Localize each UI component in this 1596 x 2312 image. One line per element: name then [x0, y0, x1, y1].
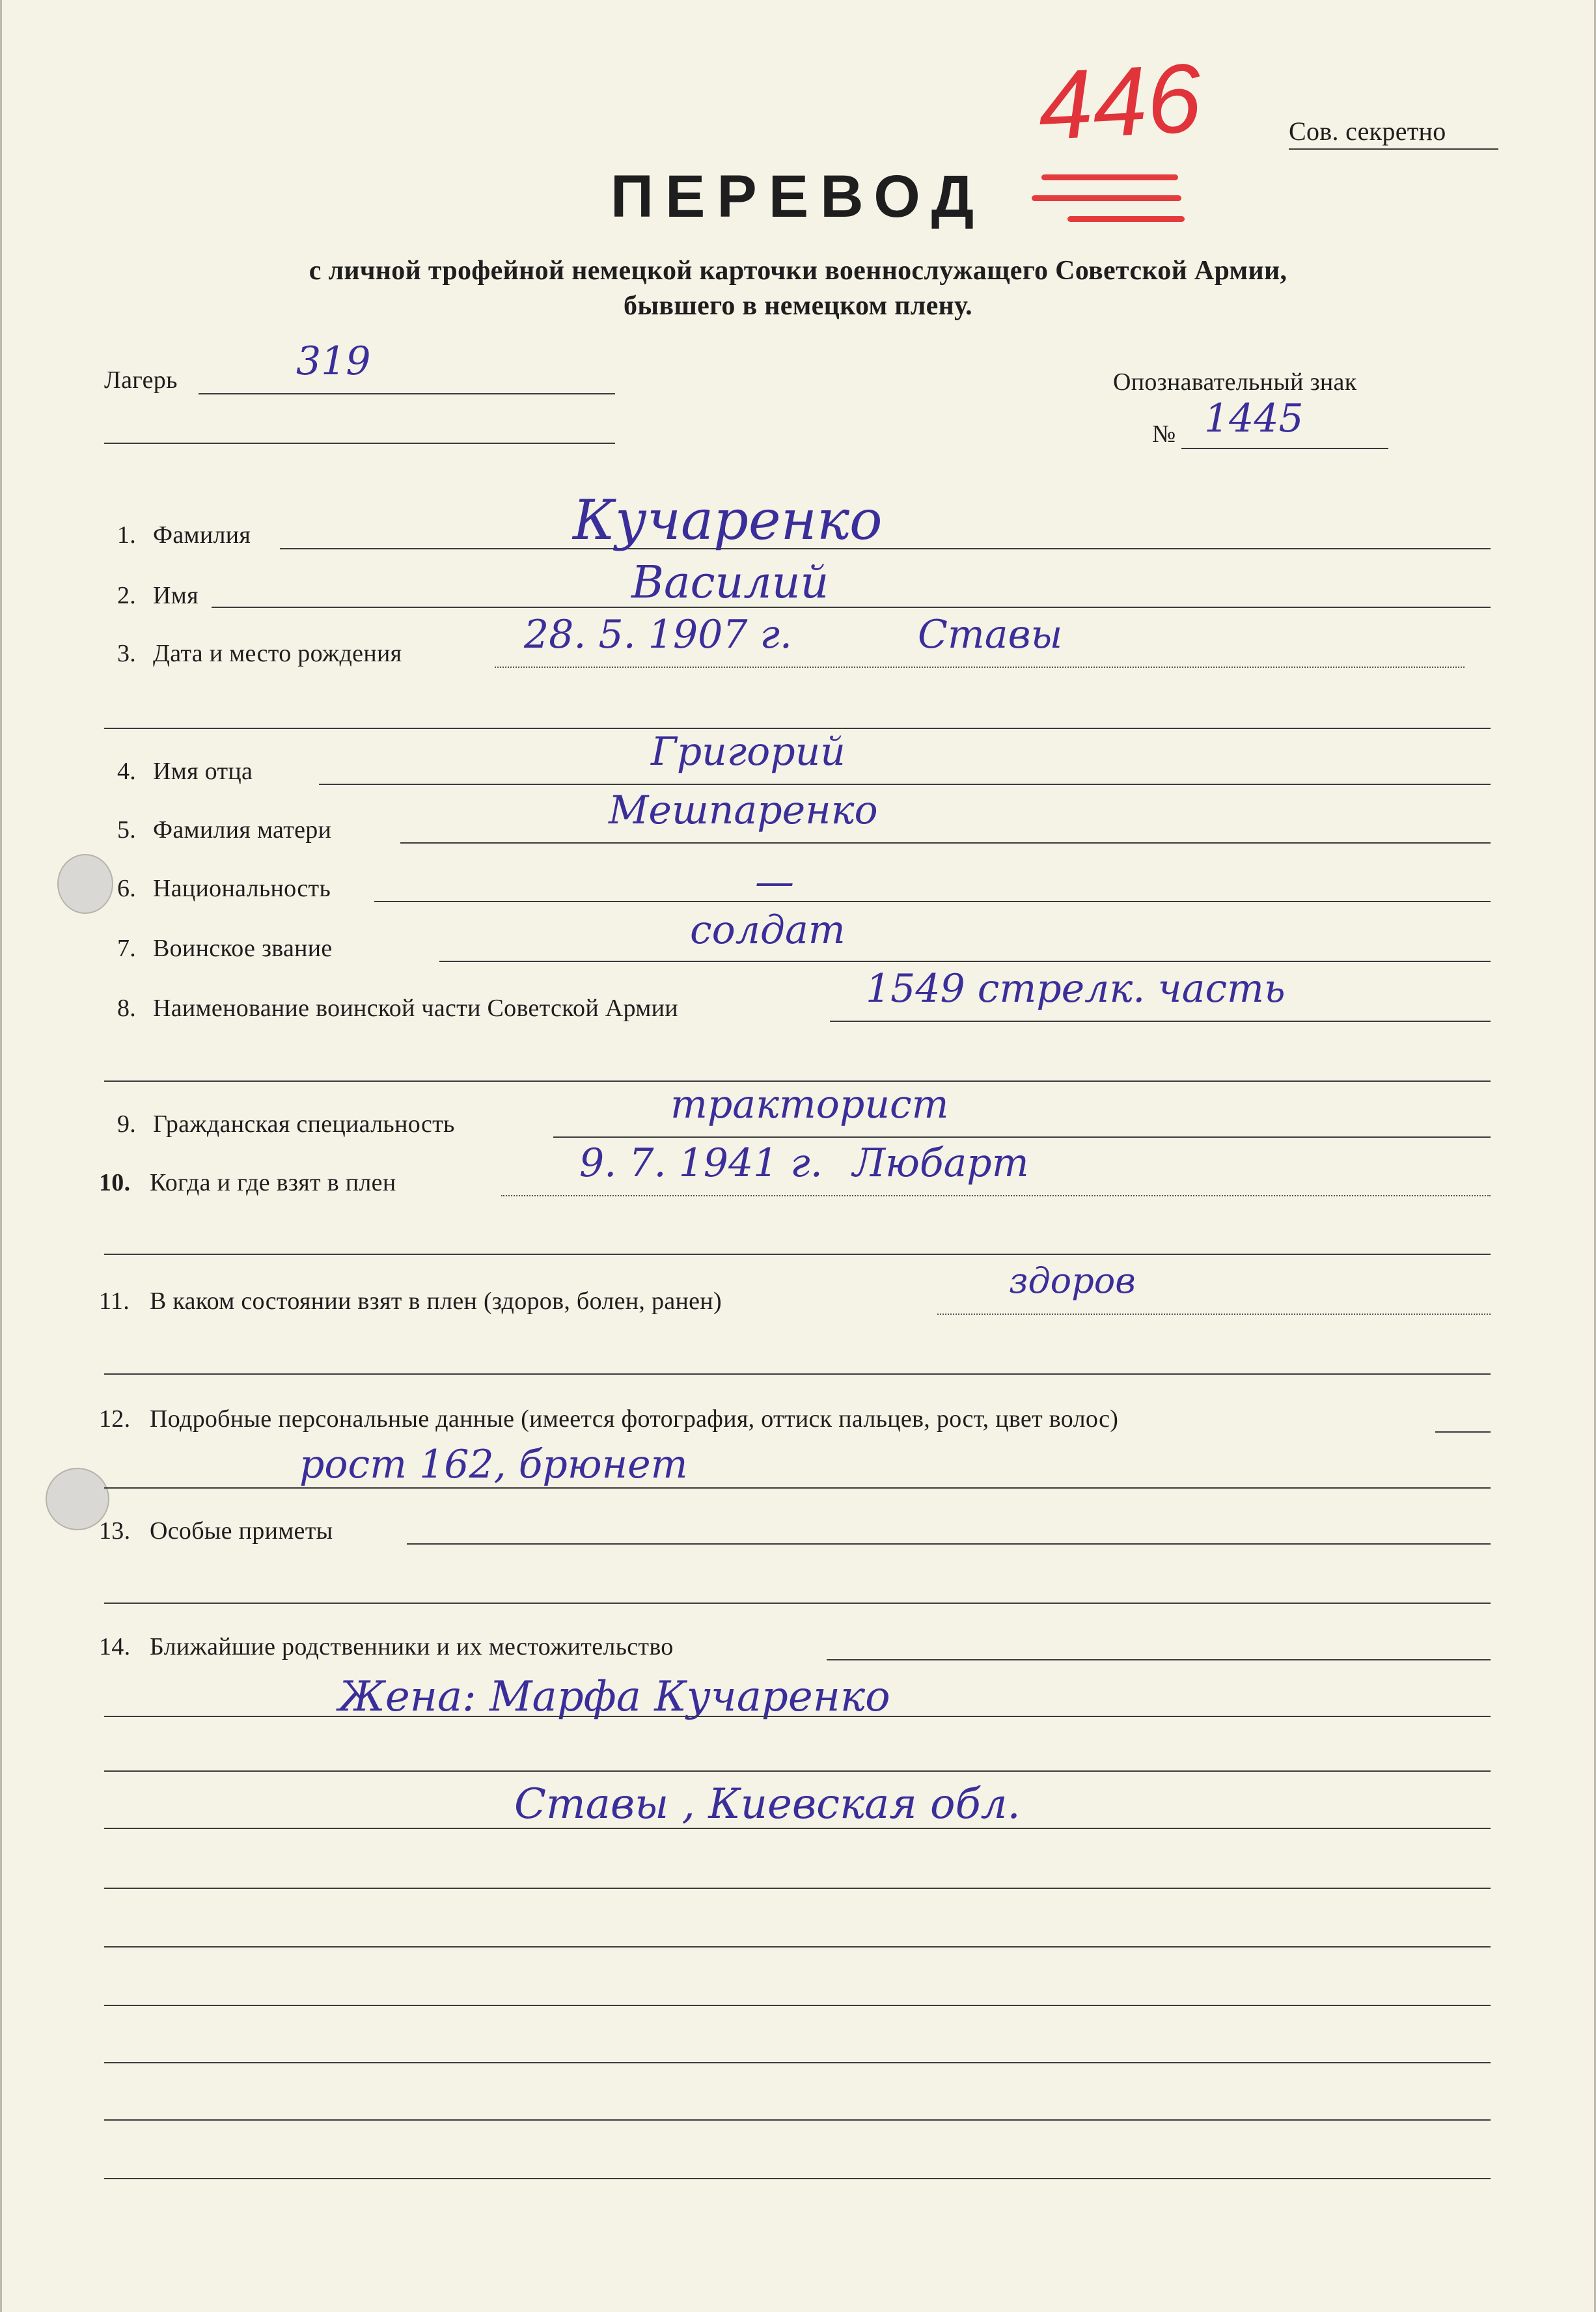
field-2-line	[212, 607, 1491, 608]
classification-underline	[1289, 148, 1498, 150]
field-7-number: 7.	[117, 935, 137, 962]
id-tag-value: 1445	[1204, 396, 1304, 441]
field-12-line-end	[1435, 1431, 1491, 1433]
field-14-line-10	[104, 2178, 1491, 2179]
field-12-value: рост 162, брюнет	[299, 1442, 688, 1487]
subtitle-line-1: с личной трофейной немецкой карточки военнослужащего Советской Армии,	[309, 256, 1287, 286]
subtitle-line-2: бывшего в немецком плену.	[624, 291, 972, 321]
field-9-value: тракторист	[670, 1082, 949, 1127]
field-1-label: Фамилия	[153, 521, 251, 549]
field-9-number: 9.	[117, 1110, 137, 1138]
field-3-number: 3.	[117, 640, 137, 667]
field-4-label: Имя отца	[153, 758, 253, 785]
camp-label: Лагерь	[104, 366, 178, 394]
field-10-line-2	[104, 1254, 1491, 1255]
field-14-line-5	[104, 1888, 1491, 1889]
field-11-number: 11.	[99, 1287, 130, 1315]
field-2-value: Василий	[631, 557, 829, 609]
punch-hole-upper	[57, 854, 113, 914]
field-5-line	[400, 842, 1491, 844]
id-tag-label: Опознавательный знак	[1113, 368, 1357, 396]
field-14-line-7	[104, 2005, 1491, 2006]
document-title: ПЕРЕВОД	[610, 163, 986, 230]
field-14-number: 14.	[99, 1633, 131, 1660]
field-11-line-2	[104, 1373, 1491, 1375]
field-6-line	[374, 901, 1491, 902]
field-3-place: Ставы	[918, 612, 1063, 657]
field-13-number: 13.	[99, 1517, 131, 1545]
field-14-line-4	[104, 1828, 1491, 1829]
field-8-number: 8.	[117, 995, 137, 1022]
field-7-value: солдат	[690, 907, 846, 953]
field-9-line	[553, 1136, 1491, 1138]
field-10-place: Любарт	[853, 1140, 1029, 1186]
field-4-value: Григорий	[651, 729, 846, 775]
field-14-line-8	[104, 2062, 1491, 2063]
field-14-line-3	[104, 1770, 1491, 1772]
field-14-line-6	[104, 1946, 1491, 1947]
field-14-value-line-2: Ставы , Киевская обл.	[514, 1780, 1021, 1828]
field-8-line	[830, 1021, 1491, 1022]
id-tag-number-label: №	[1152, 420, 1176, 448]
field-5-number: 5.	[117, 816, 137, 844]
field-6-number: 6.	[117, 875, 137, 902]
field-6-label: Национальность	[153, 875, 331, 902]
camp-value: 319	[296, 338, 371, 384]
field-14-line	[827, 1659, 1491, 1660]
field-12-number: 12.	[99, 1405, 131, 1433]
field-10-number: 10.	[99, 1169, 131, 1196]
field-14-label: Ближайшие родственники и их местожительство	[150, 1633, 674, 1660]
field-3-label: Дата и место рождения	[153, 640, 402, 667]
camp-line-2	[104, 443, 615, 444]
field-14-line-2	[104, 1716, 1491, 1717]
field-7-line	[439, 961, 1491, 962]
field-8-value: 1549 стрелк. часть	[866, 966, 1286, 1012]
field-1-value: Кучаренко	[573, 488, 883, 552]
field-9-label: Гражданская специальность	[153, 1110, 455, 1138]
field-5-label: Фамилия матери	[153, 816, 332, 844]
id-tag-line	[1181, 448, 1388, 449]
field-12-label: Подробные персональные данные (имеется фотография, оттиск пальцев, рост, цвет волос)	[150, 1405, 1119, 1433]
field-1-number: 1.	[117, 521, 137, 549]
field-11-value: здоров	[1009, 1260, 1136, 1301]
field-3-line	[495, 667, 1465, 668]
field-13-label: Особые приметы	[150, 1517, 333, 1545]
field-10-date: 9. 7. 1941 г.	[579, 1140, 823, 1186]
field-11-line	[937, 1314, 1491, 1315]
field-1-line	[280, 548, 1491, 549]
field-6-value: —	[755, 859, 794, 905]
field-3-date: 28. 5. 1907 г.	[524, 612, 792, 657]
field-2-label: Имя	[153, 582, 199, 609]
field-5-value: Мешпаренко	[609, 788, 878, 833]
field-14-line-9	[104, 2119, 1491, 2121]
red-stamp-number: 446	[1035, 42, 1204, 161]
field-2-number: 2.	[117, 582, 137, 609]
field-7-label: Воинское звание	[153, 935, 333, 962]
field-13-line-2	[104, 1603, 1491, 1604]
field-13-line	[407, 1543, 1491, 1545]
field-14-value-line-1: Жена: Марфа Кучаренко	[338, 1673, 890, 1721]
classification-label: Сов. секретно	[1289, 117, 1446, 146]
field-10-label: Когда и где взят в плен	[150, 1169, 396, 1196]
field-4-number: 4.	[117, 758, 137, 785]
field-4-line	[319, 784, 1491, 785]
field-10-line	[501, 1195, 1491, 1196]
field-12-line-2	[104, 1487, 1491, 1489]
camp-line	[199, 393, 615, 394]
field-8-label: Наименование воинской части Советской Армии	[153, 995, 678, 1022]
field-11-label: В каком состоянии взят в плен (здоров, болен, ранен)	[150, 1287, 722, 1315]
paper-edge-left	[0, 0, 2, 2312]
